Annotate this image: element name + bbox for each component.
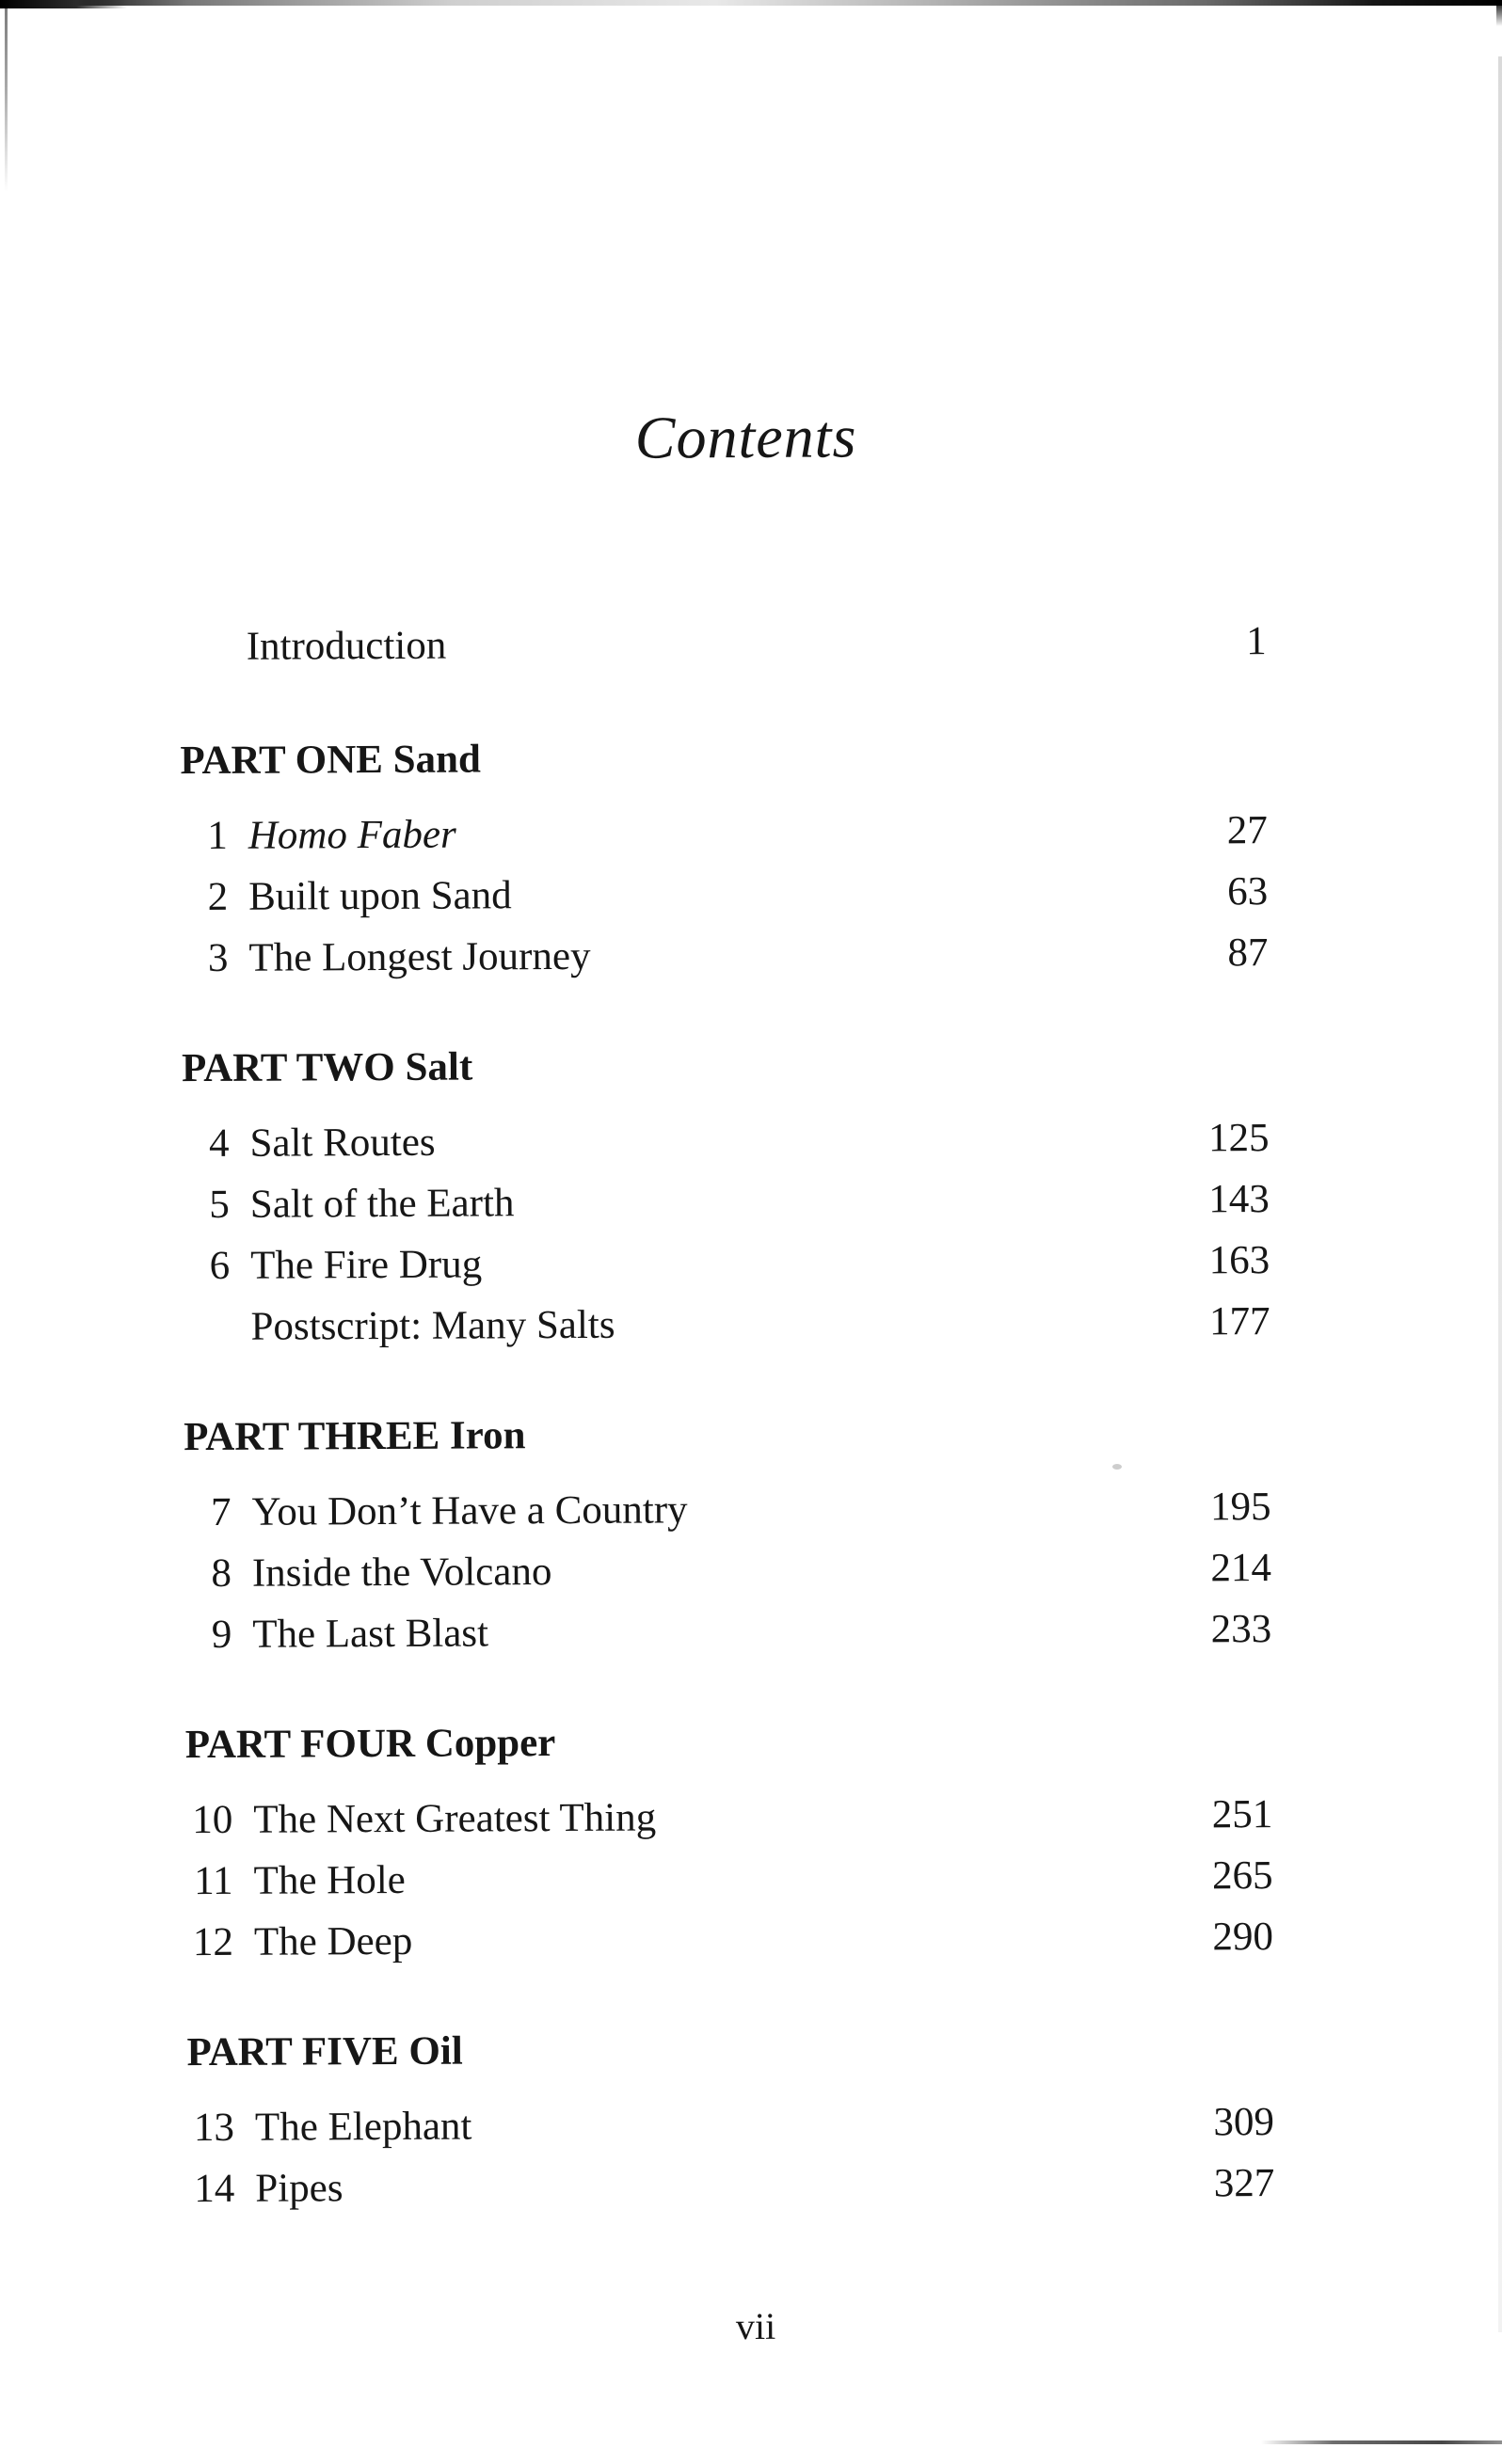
- page-number: 233: [1210, 1607, 1272, 1652]
- chapter-number: 8: [211, 1550, 232, 1596]
- page-number: 63: [1227, 869, 1269, 914]
- page-title: Contents: [634, 403, 857, 471]
- chapter-title: Pipes: [255, 2166, 344, 2211]
- part-heading: PART FOUR Copper: [184, 1721, 556, 1768]
- chapter-title: The Deep: [253, 1918, 413, 1964]
- page-number: 143: [1208, 1177, 1270, 1222]
- toc-entry: [181, 861, 1268, 928]
- chapter-title: Postscript: Many Salts: [250, 1302, 615, 1349]
- chapter-number: 7: [210, 1489, 232, 1534]
- toc-entry: [183, 1291, 1270, 1358]
- toc-entry: [187, 2091, 1274, 2158]
- part-rows: [0, 799, 1500, 990]
- part-rows: [2, 1783, 1502, 1974]
- page-number: 265: [1211, 1853, 1273, 1899]
- part-heading: PART THREE Iron: [184, 1413, 526, 1460]
- scan-artifact-bottom-right-edge: [1261, 2440, 1502, 2444]
- entry-label: Introduction: [246, 623, 447, 669]
- chapter-number: 12: [192, 1919, 234, 1965]
- page-number: 214: [1210, 1546, 1272, 1591]
- chapter-number: 5: [209, 1182, 230, 1227]
- chapter-title: The Fire Drug: [250, 1242, 483, 1288]
- toc-entry: [183, 1168, 1270, 1235]
- page-number: 27: [1226, 808, 1268, 853]
- chapter-number: [183, 1296, 230, 1358]
- chapter-title: The Last Blast: [252, 1611, 489, 1657]
- toc-entry: [187, 2153, 1274, 2219]
- chapter-number: 9: [211, 1612, 232, 1657]
- toc-entry: [185, 1784, 1272, 1851]
- page-number: 327: [1213, 2161, 1275, 2206]
- chapter-title: The Next Greatest Thing: [253, 1795, 657, 1842]
- toc-entry: [181, 800, 1268, 866]
- folio-page-number: vii: [735, 2304, 776, 2348]
- toc-part: [0, 1031, 1502, 1359]
- toc-parts: [0, 723, 1502, 2220]
- chapter-number: 11: [194, 1858, 233, 1904]
- chapter-title: Inside the Volcano: [251, 1550, 552, 1596]
- scan-artifact-speck: [1112, 1464, 1122, 1470]
- chapter-title: The Elephant: [254, 2104, 472, 2150]
- toc-part: [2, 1708, 1502, 1974]
- toc-entry: [184, 1476, 1270, 1543]
- chapter-number: 10: [192, 1797, 233, 1843]
- part-rows: [0, 1475, 1502, 1666]
- scan-artifact-top-right-corner: [1496, 0, 1502, 26]
- scan-artifact-left-edge: [5, 8, 8, 192]
- chapter-title: Salt Routes: [249, 1120, 436, 1166]
- page-number: 290: [1212, 1915, 1274, 1960]
- part-heading: PART FIVE Oil: [186, 2028, 463, 2075]
- page-number: 163: [1208, 1238, 1270, 1283]
- chapter-number: 14: [194, 2166, 235, 2212]
- page-number: 251: [1211, 1792, 1273, 1837]
- chapter-title: Salt of the Earth: [249, 1181, 515, 1227]
- page-number: 177: [1208, 1299, 1270, 1344]
- chapter-number: 6: [209, 1243, 231, 1288]
- page-number: 87: [1227, 930, 1269, 976]
- toc-entry: [184, 1598, 1271, 1665]
- page-number: 195: [1209, 1485, 1271, 1530]
- part-rows: [4, 2090, 1502, 2220]
- scan-artifact-top-left-corner: [0, 0, 127, 8]
- toc-entry: [181, 922, 1268, 989]
- chapter-title: Homo Faber: [248, 812, 456, 858]
- chapter-title: Built upon Sand: [248, 873, 512, 919]
- toc-entry: [183, 1230, 1270, 1296]
- toc-entry-introduction: [247, 611, 1267, 677]
- chapter-title: The Longest Journey: [248, 933, 591, 980]
- toc-entry: [186, 1906, 1273, 1973]
- chapter-number: 3: [207, 935, 229, 980]
- page-number: 125: [1207, 1116, 1270, 1161]
- part-heading: PART TWO Salt: [181, 1044, 473, 1091]
- chapter-number: 2: [207, 874, 229, 919]
- chapter-number: 4: [208, 1121, 230, 1166]
- part-heading: PART ONE Sand: [180, 737, 481, 784]
- toc-entry: [185, 1845, 1272, 1912]
- scan-artifact-top-edge: [0, 0, 1502, 6]
- toc-entry: [184, 1537, 1271, 1604]
- chapter-title: You Don’t Have a Country: [251, 1487, 688, 1534]
- chapter-number: 1: [207, 813, 228, 858]
- toc-entry: [182, 1107, 1269, 1174]
- toc-part: [0, 1400, 1502, 1666]
- chapter-title: The Hole: [253, 1857, 406, 1903]
- page-number: 309: [1213, 2100, 1275, 2145]
- scan-artifact-right-edge: [1498, 56, 1502, 2332]
- chapter-number: 13: [193, 2105, 235, 2151]
- page-number: 1: [1246, 619, 1267, 664]
- toc-part: [0, 723, 1500, 990]
- toc-part: [3, 2015, 1502, 2220]
- part-rows: [0, 1106, 1502, 1359]
